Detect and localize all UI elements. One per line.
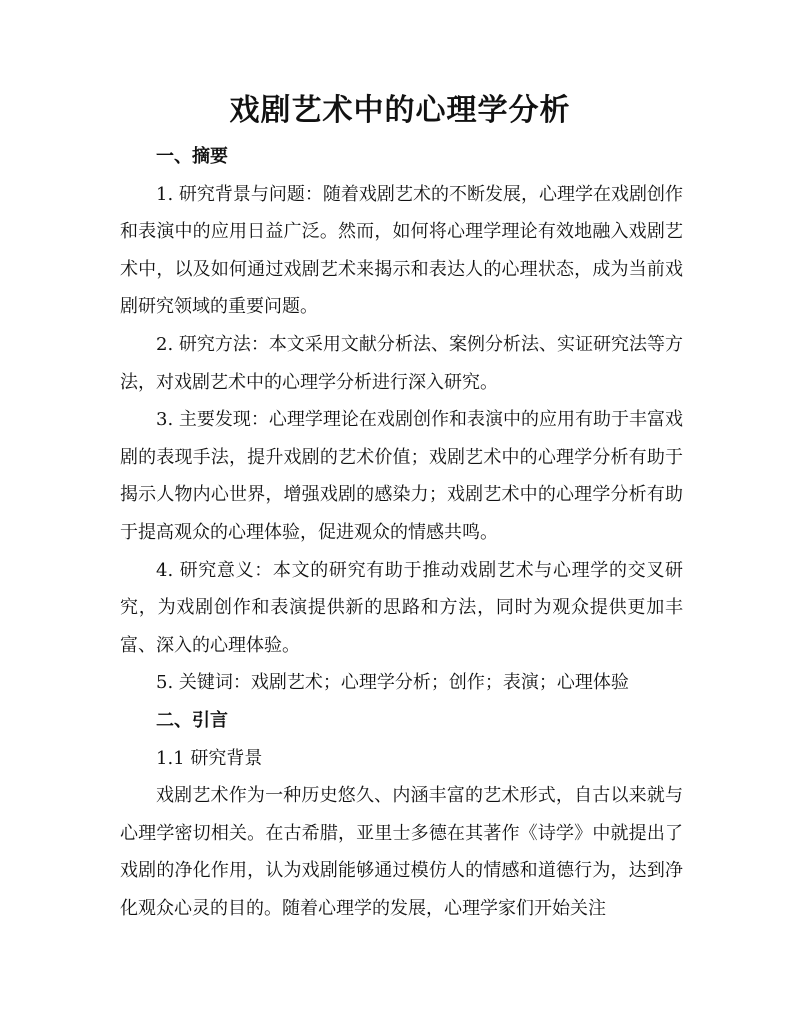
section-heading-abstract: 一、摘要 [156,146,228,167]
abstract-item-method: 2. 研究方法：本文采用文献分析法、案例分析法、实证研究法等方法，对戏剧艺术中的心理学分析进行深入研究。 [120,333,683,393]
introduction-paragraph: 戏剧艺术作为一种历史悠久、内涵丰富的艺术形式，自古以来就与心理学密切相关。在古希腊，亚里士多德在其著作《诗学》中就提出了戏剧的净化作用，认为戏剧能够通过模仿人的情感和道德行为，达到净化观众心灵的目的。随着心理学的发展，心理学家们开始关注 [120,785,683,919]
abstract-item-background: 1. 研究背景与问题：随着戏剧艺术的不断发展，心理学在戏剧创作和表演中的应用日益广泛。然而，如何将心理学理论有效地融入戏剧艺术中，以及如何通过戏剧艺术来揭示和表达人的心理状态，成为当前戏剧研究领域的重要问题。 [120,183,683,318]
abstract-item-findings: 3. 主要发现：心理学理论在戏剧创作和表演中的应用有助于丰富戏剧的表现手法，提升戏剧的艺术价值；戏剧艺术中的心理学分析有助于揭示人物内心世界，增强戏剧的感染力；戏剧艺术中的心理学分析有助于提高观众的心理体验，促进观众的情感共鸣。 [120,409,683,543]
abstract-item-significance: 4. 研究意义：本文的研究有助于推动戏剧艺术与心理学的交叉研究，为戏剧创作和表演提供新的思路和方法，同时为观众提供更加丰富、深入的心理体验。 [120,559,683,656]
subsection-heading-background: 1.1 研究背景 [156,747,263,769]
document-title: 戏剧艺术中的心理学分析 [229,93,571,128]
abstract-item-keywords: 5. 关键词：戏剧艺术；心理学分析；创作；表演；心理体验 [156,672,629,694]
section-heading-introduction: 二、引言 [156,709,228,731]
document-body [120,138,683,927]
